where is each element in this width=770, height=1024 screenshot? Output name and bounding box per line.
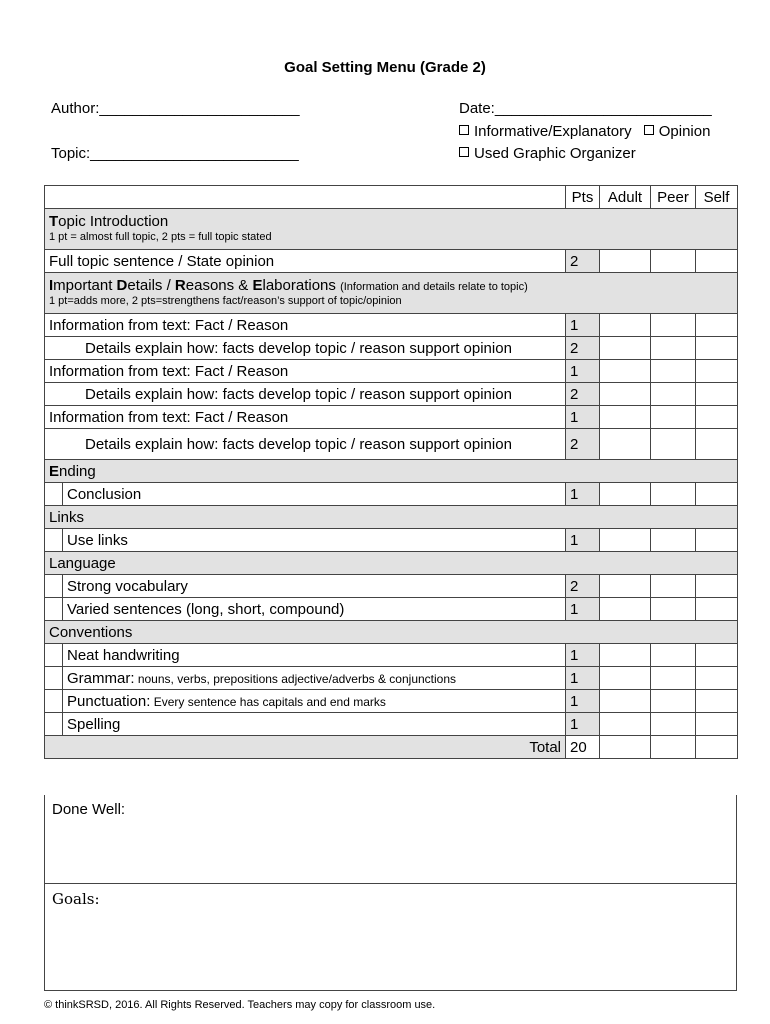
- peer-score-cell[interactable]: [651, 383, 696, 406]
- peer-score-cell[interactable]: [651, 575, 696, 598]
- peer-score-cell[interactable]: [651, 644, 696, 667]
- copyright-footer: © thinkSRSD, 2016. All Rights Reserved. Teachers may copy for classroom use.: [44, 999, 436, 1011]
- adult-score-cell[interactable]: [600, 429, 651, 460]
- total-label: Total: [45, 736, 566, 759]
- self-score-cell[interactable]: [696, 483, 738, 506]
- date-field[interactable]: Date:__________________________: [459, 100, 712, 117]
- adult-score-cell[interactable]: [600, 598, 651, 621]
- table-row: Spelling 1: [45, 713, 738, 736]
- informative-label: Informative/Explanatory: [474, 123, 632, 140]
- table-row: Information from text: Fact / Reason 1: [45, 406, 738, 429]
- peer-score-cell[interactable]: [651, 667, 696, 690]
- adult-score-cell[interactable]: [600, 690, 651, 713]
- goals-label: Goals:: [52, 890, 100, 908]
- total-row: [45, 736, 738, 759]
- author-field[interactable]: Author:________________________: [51, 100, 300, 117]
- genre-options: [459, 123, 710, 140]
- table-row: Neat handwriting 1: [45, 644, 738, 667]
- table-row: Details explain how: facts develop topic / reason support opinion 2: [45, 383, 738, 406]
- table-row: Punctuation: Every sentence has capitals and end marks 1: [45, 690, 738, 713]
- table-row: Details explain how: facts develop topic / reason support opinion 2: [45, 429, 738, 460]
- self-score-cell[interactable]: [696, 383, 738, 406]
- section-topic-introduction: Topic Introduction 1 pt = almost full topic, 2 pts = full topic stated: [45, 209, 738, 250]
- table-row: Details explain how: facts develop topic / reason support opinion 2: [45, 337, 738, 360]
- rubric-table: [44, 185, 738, 759]
- adult-score-cell[interactable]: [600, 250, 651, 273]
- adult-score-cell[interactable]: [600, 713, 651, 736]
- peer-score-cell[interactable]: [651, 429, 696, 460]
- self-score-cell[interactable]: [696, 314, 738, 337]
- adult-score-cell[interactable]: [600, 483, 651, 506]
- column-header-self: Self: [696, 186, 738, 209]
- self-score-cell[interactable]: [696, 360, 738, 383]
- peer-score-cell[interactable]: [651, 406, 696, 429]
- self-score-cell[interactable]: [696, 667, 738, 690]
- peer-score-cell[interactable]: [651, 690, 696, 713]
- page-title: Goal Setting Menu (Grade 2): [284, 59, 486, 76]
- table-row: Grammar: nouns, verbs, prepositions adjective/adverbs & conjunctions 1: [45, 667, 738, 690]
- self-score-cell[interactable]: [696, 713, 738, 736]
- self-score-cell[interactable]: [696, 337, 738, 360]
- peer-score-cell[interactable]: [651, 529, 696, 552]
- table-row: Varied sentences (long, short, compound) 1: [45, 598, 738, 621]
- peer-score-cell[interactable]: [651, 314, 696, 337]
- informative-checkbox[interactable]: [459, 125, 469, 135]
- adult-score-cell[interactable]: [600, 337, 651, 360]
- adult-score-cell[interactable]: [600, 406, 651, 429]
- opinion-label: Opinion: [658, 123, 711, 140]
- topic-field[interactable]: Topic:_________________________: [51, 145, 299, 162]
- peer-score-cell[interactable]: [651, 337, 696, 360]
- table-row: Strong vocabulary 2: [45, 575, 738, 598]
- peer-score-cell[interactable]: [651, 598, 696, 621]
- self-score-cell[interactable]: [696, 429, 738, 460]
- self-score-cell[interactable]: [696, 529, 738, 552]
- self-score-cell[interactable]: [696, 598, 738, 621]
- adult-score-cell[interactable]: [600, 667, 651, 690]
- details-note: 1 pt=adds more, 2 pts=strengthens fact/reason’s support of topic/opinion: [49, 295, 402, 308]
- peer-score-cell[interactable]: [651, 713, 696, 736]
- table-row: Information from text: Fact / Reason 1: [45, 360, 738, 383]
- adult-score-cell[interactable]: [600, 575, 651, 598]
- done-well-label: Done Well:: [52, 801, 126, 818]
- adult-score-cell[interactable]: [600, 529, 651, 552]
- adult-total-cell[interactable]: [600, 736, 651, 759]
- self-total-cell[interactable]: [696, 736, 738, 759]
- adult-score-cell[interactable]: [600, 383, 651, 406]
- column-header-peer: Peer: [651, 186, 696, 209]
- opinion-checkbox[interactable]: [644, 125, 654, 135]
- section-ending: Ending: [45, 460, 738, 483]
- self-score-cell[interactable]: [696, 690, 738, 713]
- self-score-cell[interactable]: [696, 406, 738, 429]
- self-score-cell[interactable]: [696, 644, 738, 667]
- column-header-pts: Pts: [566, 186, 600, 209]
- self-score-cell[interactable]: [696, 575, 738, 598]
- peer-score-cell[interactable]: [651, 250, 696, 273]
- table-row: Conclusion 1: [45, 483, 738, 506]
- graphic-organizer-checkbox[interactable]: [459, 147, 469, 157]
- goals-box[interactable]: [44, 883, 737, 991]
- peer-score-cell[interactable]: [651, 360, 696, 383]
- total-pts: 20: [566, 736, 600, 759]
- adult-score-cell[interactable]: [600, 314, 651, 337]
- section-conventions: Conventions: [45, 621, 738, 644]
- column-header-adult: Adult: [600, 186, 651, 209]
- section-links: Links: [45, 506, 738, 529]
- self-score-cell[interactable]: [696, 250, 738, 273]
- peer-score-cell[interactable]: [651, 483, 696, 506]
- section-important-details: Important Details / Reasons & Elaborations (Information and details relate to topic) 1 pt=adds more, 2 pts=strengthens fact/reason’s support of topic/opinion: [45, 273, 738, 314]
- adult-score-cell[interactable]: [600, 644, 651, 667]
- topic-intro-note: 1 pt = almost full topic, 2 pts = full topic stated: [49, 231, 272, 244]
- table-row: Use links 1: [45, 529, 738, 552]
- table-header-row: [45, 186, 738, 209]
- graphic-organizer-option: [459, 145, 636, 162]
- graphic-organizer-label: Used Graphic Organizer: [474, 145, 636, 162]
- peer-total-cell[interactable]: [651, 736, 696, 759]
- table-row: Information from text: Fact / Reason 1: [45, 314, 738, 337]
- section-language: Language: [45, 552, 738, 575]
- done-well-box[interactable]: [44, 795, 737, 884]
- adult-score-cell[interactable]: [600, 360, 651, 383]
- table-row: Full topic sentence / State opinion 2: [45, 250, 738, 273]
